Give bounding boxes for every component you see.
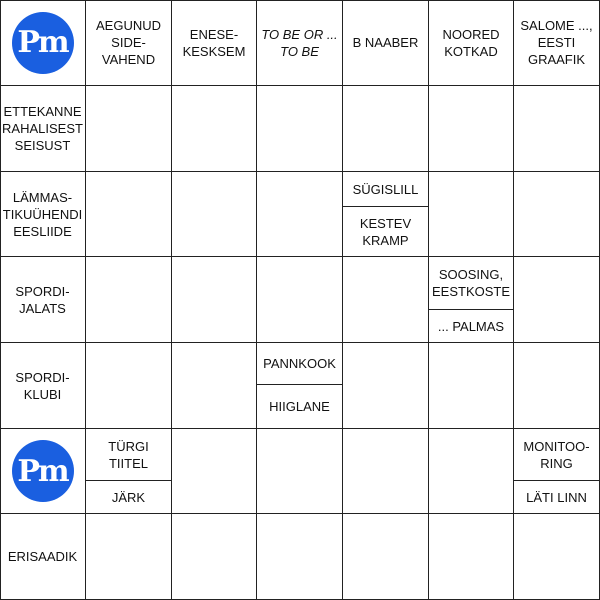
answer-cell[interactable] <box>429 343 514 429</box>
answer-cell[interactable] <box>429 514 514 600</box>
clue-bottom: ... PALMAS <box>437 318 505 334</box>
answer-cell[interactable] <box>514 514 600 600</box>
answer-cell[interactable] <box>172 343 257 429</box>
clue-bottom: LÄTI LINN <box>526 489 587 505</box>
clue-cell: SALOME ..., EESTI GRAAFIK <box>514 0 600 86</box>
answer-cell[interactable] <box>86 172 172 257</box>
answer-cell[interactable] <box>514 343 600 429</box>
clue-top: TÜRGI TIITEL <box>86 429 171 481</box>
split-clue-cell <box>429 257 514 343</box>
answer-cell[interactable] <box>86 257 172 343</box>
answer-cell[interactable] <box>343 429 429 514</box>
clue-top: SÜGISLILL <box>343 172 428 207</box>
answer-cell[interactable] <box>429 429 514 514</box>
answer-cell[interactable] <box>172 514 257 600</box>
split-clue-cell <box>257 343 343 429</box>
answer-cell[interactable] <box>429 172 514 257</box>
answer-cell[interactable] <box>86 343 172 429</box>
clue-cell: SPORDI- KLUBI <box>0 343 86 429</box>
clue-top: PANNKOOK <box>257 343 342 385</box>
logo-cell <box>0 0 86 86</box>
answer-cell[interactable] <box>343 257 429 343</box>
answer-cell[interactable] <box>172 86 257 172</box>
clue-top: MONITOO- RING <box>514 429 599 481</box>
answer-cell[interactable] <box>257 257 343 343</box>
split-clue-cell <box>343 172 429 257</box>
clue-cell: TO BE OR ... TO BE <box>257 0 343 86</box>
split-clue-cell <box>86 429 172 514</box>
answer-cell[interactable] <box>343 343 429 429</box>
clue-cell: AEGUNUD SIDE- VAHEND <box>86 0 172 86</box>
clue-bottom: HIIGLANE <box>269 399 330 414</box>
clue-cell: ENESE- KESKSEM <box>172 0 257 86</box>
pm-logo: Pm <box>12 440 74 502</box>
clue-bottom: KESTEV KRAMP <box>359 215 412 248</box>
clue-top: SOOSING, EESTKOSTE <box>429 257 513 310</box>
answer-cell[interactable] <box>172 172 257 257</box>
clue-cell: LÄMMAS- TIKUÜHENDI EESLIIDE <box>0 172 86 257</box>
answer-cell[interactable] <box>514 172 600 257</box>
answer-cell[interactable] <box>429 86 514 172</box>
clue-cell: NOORED KOTKAD <box>429 0 514 86</box>
answer-cell[interactable] <box>514 257 600 343</box>
split-clue-cell <box>514 429 600 514</box>
answer-cell[interactable] <box>343 514 429 600</box>
answer-cell[interactable] <box>257 86 343 172</box>
clue-cell: ETTEKANNE RAHALISEST SEISUST <box>0 86 86 172</box>
logo-cell <box>0 429 86 514</box>
answer-cell[interactable] <box>86 86 172 172</box>
answer-cell[interactable] <box>172 429 257 514</box>
clue-bottom: JÄRK <box>111 489 146 505</box>
answer-cell[interactable] <box>257 172 343 257</box>
answer-cell[interactable] <box>172 257 257 343</box>
pm-logo: Pm <box>12 12 74 74</box>
clue-cell: B NAABER <box>343 0 429 86</box>
answer-cell[interactable] <box>514 86 600 172</box>
answer-cell[interactable] <box>343 86 429 172</box>
clue-cell: SPORDI- JALATS <box>0 257 86 343</box>
answer-cell[interactable] <box>86 514 172 600</box>
answer-cell[interactable] <box>257 429 343 514</box>
answer-cell[interactable] <box>257 514 343 600</box>
clue-cell: ERISAADIK <box>0 514 86 600</box>
